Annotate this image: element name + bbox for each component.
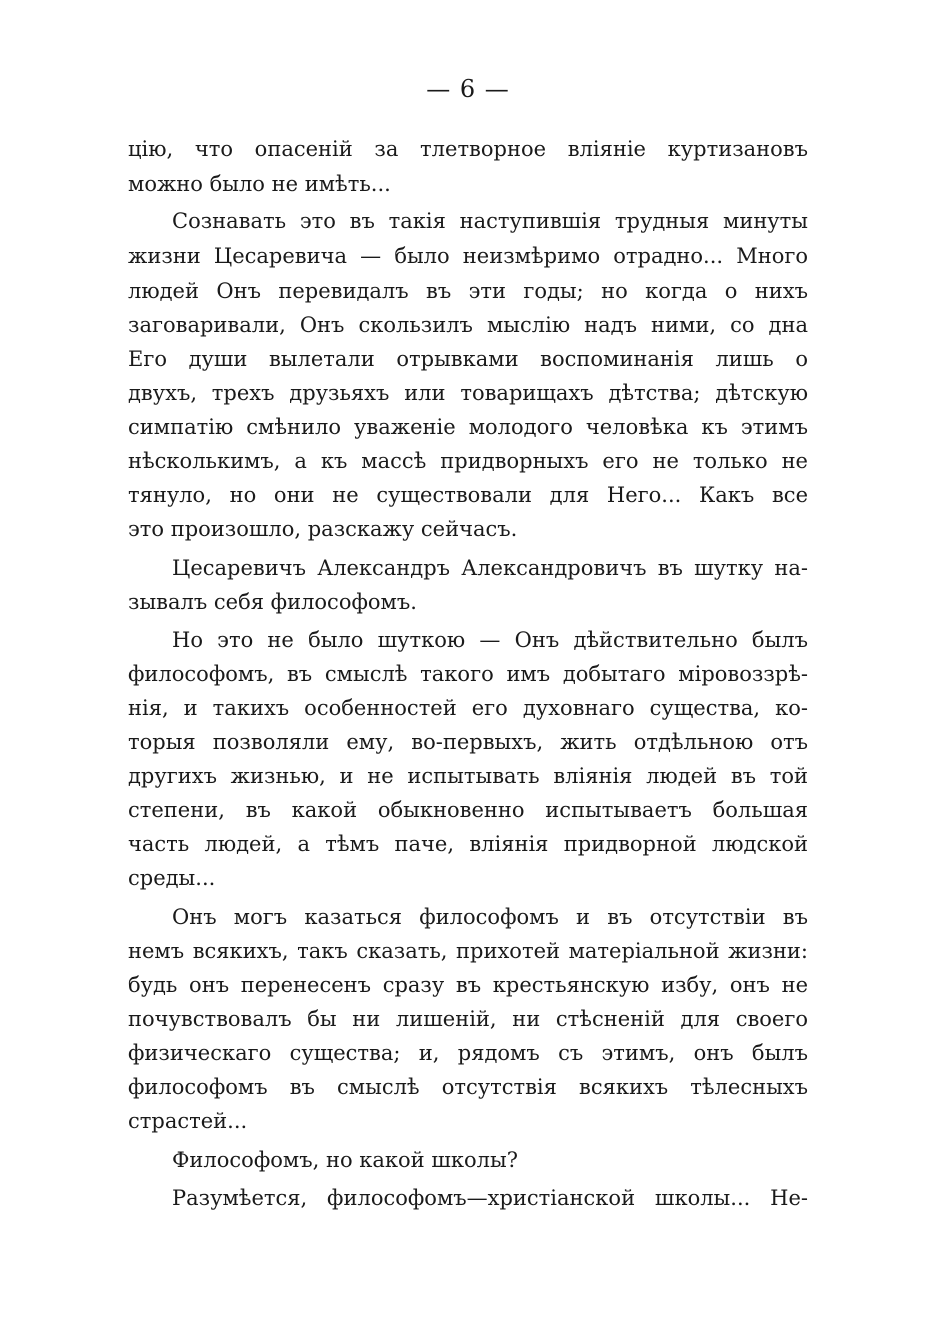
text-line: это произошло, разскажу сейчасъ. (128, 517, 518, 541)
text-line: нѣсколькимъ, а къ массѣ придворныхъ его не только не (128, 449, 808, 473)
paragraph-first-line: Онъ могъ казаться философомъ и въ отсутствіи въ (172, 905, 808, 929)
text-line: среды... (128, 866, 216, 890)
text-line: часть людей, а тѣмъ паче, вліянія придворной людской (128, 832, 808, 856)
text-line: людей Онъ перевидалъ въ эти годы; но когда о нихъ (128, 279, 808, 303)
text-line: физическаго существа; и, рядомъ съ этимъ, онъ былъ (128, 1041, 808, 1065)
paragraph-first-line: Философомъ, но какой школы? (172, 1148, 518, 1172)
text-line: жизни Цесаревича — было неизмѣримо отрадно... Много (128, 244, 808, 268)
text-line: почувствовалъ бы ни лишеній, ни стѣсненій для своего (128, 1007, 808, 1031)
text-line: заговаривали, Онъ скользилъ мыслію надъ ними, со дна (128, 313, 808, 337)
text-line: цію, что опасеній за тлетворное вліяніе куртизановъ (128, 137, 808, 161)
text-line: другихъ жизнью, и не испытывать вліянія людей въ той (128, 764, 808, 788)
page-number: — 6 — (426, 75, 510, 103)
text-line: философомъ, въ смыслѣ такого имъ добытаго міровоззрѣ- (128, 662, 808, 686)
text-line: двухъ, трехъ друзьяхъ или товарищахъ дѣтства; дѣтскую (128, 381, 808, 405)
text-line: тянуло, но они не существовали для Него... Какъ все (128, 483, 808, 507)
text-line: симпатію смѣнило уваженіе молодого человѣка къ этимъ (128, 415, 808, 439)
paragraph-first-line: Сознавать это въ такія наступившія трудныя минуты (172, 209, 808, 233)
text-line: можно было не имѣть... (128, 172, 391, 196)
paragraph-first-line: Но это не было шуткою — Онъ дѣйствительно былъ (172, 628, 808, 652)
text-line: Его души вылетали отрывками воспоминанія лишь о (128, 347, 808, 371)
paragraph-first-line: Цесаревичъ Александръ Александровичъ въ шутку на- (172, 556, 808, 580)
text-line: будь онъ перенесенъ сразу въ крестьянскую избу, онъ не (128, 973, 808, 997)
text-line: нія, и такихъ особенностей его духовнаго существа, ко- (128, 696, 808, 720)
text-line: страстей... (128, 1109, 248, 1133)
text-line: зывалъ себя философомъ. (128, 590, 417, 614)
text-line: торыя позволяли ему, во-первыхъ, жить отдѣльною отъ (128, 730, 808, 754)
text-line: степени, въ какой обыкновенно испытываетъ большая (128, 798, 808, 822)
text-line: немъ всякихъ, такъ сказать, прихотей матеріальной жизни: (128, 939, 808, 963)
paragraph-first-line: Разумѣется, философомъ—христіанской школы... Не- (172, 1186, 808, 1210)
text-line: философомъ въ смыслѣ отсутствія всякихъ тѣлесныхъ (128, 1075, 808, 1099)
